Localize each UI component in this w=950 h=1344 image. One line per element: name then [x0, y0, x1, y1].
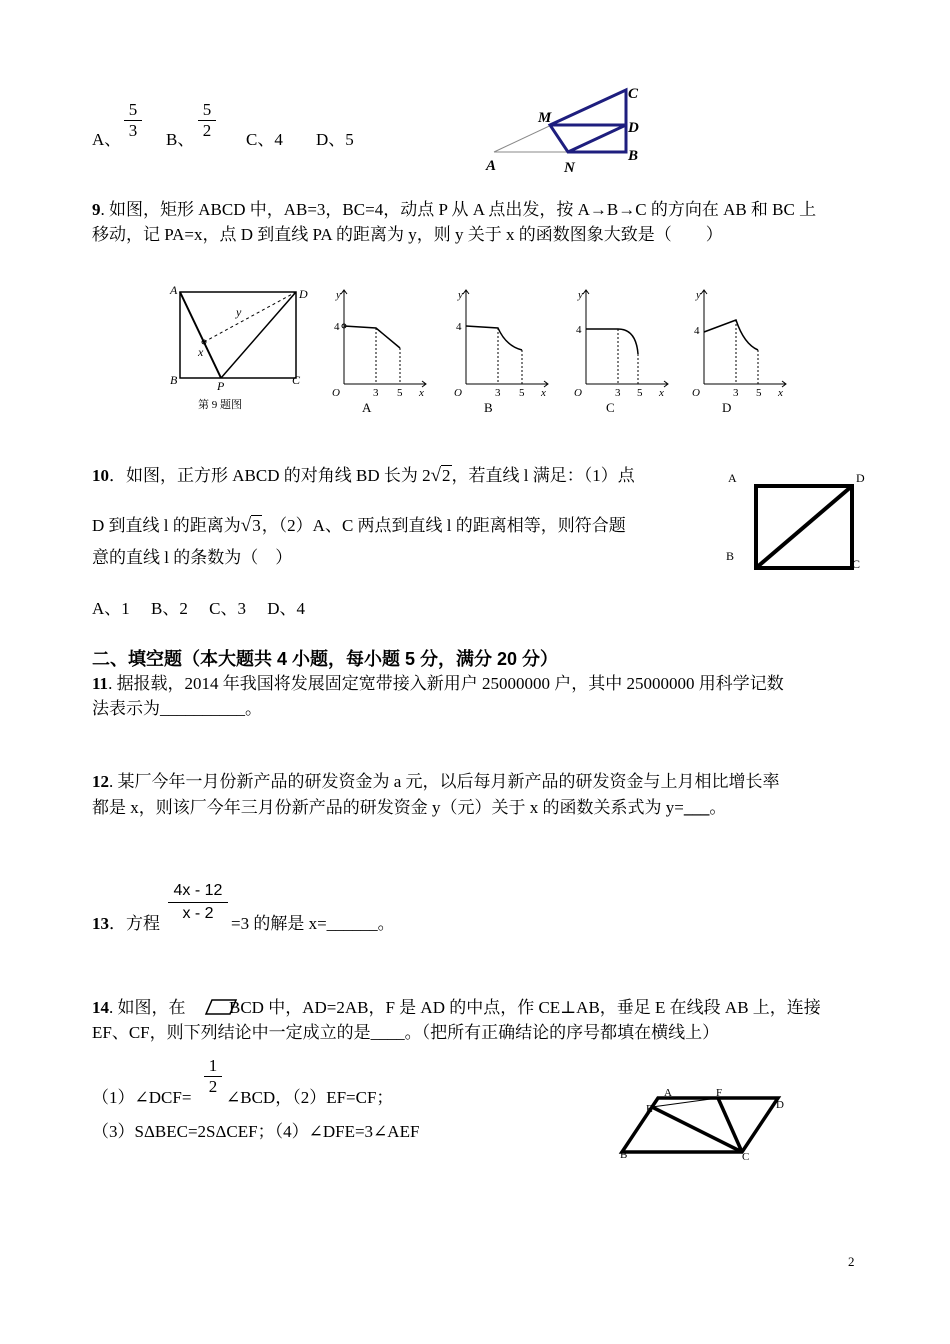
q9-text-1: . 如图，矩形 ABCD 中，AB=3，BC=4，动点 P 从 A 点出发，按 A→B→C 的方向在 AB 和 BC 上: [100, 200, 817, 219]
sqrt-radicand: 3: [252, 516, 261, 535]
q14-number: 14: [92, 998, 109, 1017]
q9-line1: [92, 198, 816, 222]
label-e: E: [646, 1103, 653, 1115]
axis-y-label: y: [696, 289, 701, 301]
tick-5: 5: [756, 387, 762, 399]
fraction-numerator: 5: [128, 100, 138, 119]
q11-text-1: . 据报载，2014 年我国将发展固定宽带接入新用户 25000000 户，其中 25000000 用科学记数: [108, 674, 784, 693]
label-b: B: [620, 1149, 628, 1161]
label-y: y: [236, 305, 242, 319]
q10-number: 10: [92, 466, 109, 485]
label-p: P: [217, 379, 225, 393]
graph-label: D: [722, 400, 732, 414]
tick-3: 3: [495, 387, 501, 399]
label-c: C: [852, 557, 861, 571]
q9-rectangle-figure: [166, 280, 316, 415]
figure-caption: 第 9 题图: [198, 399, 242, 411]
q12-answer-blank: ___: [683, 798, 710, 817]
q12-text-1: . 某厂今年一月份新产品的研发资金为 a 元，以后每月新产品的研发资金与上月相比增长率: [109, 772, 780, 791]
q10-text-1b: ，若直线 l 满足：（1）点: [451, 466, 635, 485]
label-c: C: [628, 86, 639, 102]
q11-line1: [92, 672, 784, 696]
q10-square-figure: [720, 462, 880, 582]
q14-conclusion-2: （3）SΔBEC=2SΔCEF；（4）∠DFE=3∠AEF: [92, 1122, 420, 1141]
q10-text-2b: ，（2）A、C 两点到直线 l 的距离相等，则符合题: [261, 516, 626, 535]
q10-line2: [92, 514, 626, 538]
q11-line2: 法表示为__________。: [92, 699, 262, 718]
fraction-denominator: 3: [124, 120, 142, 141]
q9-graph-d: [684, 284, 794, 414]
label-n: N: [564, 160, 575, 176]
q14-conclusion-1a: （1）∠DCF=: [92, 1088, 192, 1107]
axis-y-label: y: [458, 289, 463, 301]
q14-text-1a: . 如图，在: [109, 998, 186, 1017]
q14-line1-b: BCD 中，AD=2AB，F 是 AD 的中点，作 CE⊥AB，垂足 E 在线段 AB 上，连接: [229, 998, 821, 1017]
sqrt-sign: √: [430, 465, 442, 486]
label-x: x: [198, 345, 204, 359]
tick-4: 4: [694, 325, 700, 337]
fraction-denominator: 2: [198, 120, 216, 141]
q11-number: 11: [92, 674, 109, 693]
label-a: A: [728, 471, 737, 485]
q8-option-c: C、4: [246, 130, 283, 149]
page-number: 2: [848, 1254, 855, 1269]
q13-fraction: [168, 880, 228, 925]
q13-text-a: ．方程: [109, 914, 160, 933]
origin-label: O: [454, 387, 462, 399]
q12-line1: [92, 770, 780, 794]
curve: [704, 320, 758, 350]
curve: [344, 326, 400, 348]
segment-pd: [221, 292, 296, 378]
q13-number: 13: [92, 914, 109, 933]
label-c: C: [292, 373, 301, 387]
tick-4: 4: [576, 324, 582, 336]
fraction-denominator: 2: [204, 1076, 222, 1097]
q12-text-2b: 。: [709, 798, 727, 817]
curve: [466, 326, 522, 350]
q14-line1-a: [92, 996, 186, 1020]
label-b: B: [170, 373, 178, 387]
axis-x-label: x: [419, 387, 424, 399]
q10-text-2a: D 到直线 l 的距离为: [92, 516, 241, 535]
q8-option-b-label: B、: [166, 130, 195, 149]
axis-x-label: x: [778, 387, 783, 399]
tick-3: 3: [733, 387, 739, 399]
section-2-title: 二、填空题（本大题共 4 小题，每小题 5 分，满分 20 分）: [92, 649, 559, 669]
tick-5: 5: [397, 387, 403, 399]
q9-graph-c: [566, 284, 676, 414]
q8-option-a-label: A、: [92, 130, 122, 149]
q9-line2: 移动，记 PA=x，点 D 到直线 PA 的距离为 y，则 y 关于 x 的函数图象大致是（ ）: [92, 225, 723, 244]
sqrt-sign: √: [240, 515, 252, 536]
tick-3: 3: [615, 387, 621, 399]
q10-options: A、1 B、2 C、3 D、4: [92, 599, 305, 618]
q14-line2: EF、CF，则下列结论中一定成立的是____。（把所有正确结论的序号都填在横线上）: [92, 1023, 720, 1042]
graph-label: B: [484, 400, 493, 414]
origin-label: O: [692, 387, 700, 399]
fraction-numerator: 1: [208, 1056, 218, 1075]
tick-4: 4: [456, 321, 462, 333]
q12-number: 12: [92, 772, 109, 791]
q14-fraction-half: [204, 1056, 222, 1097]
label-b: B: [628, 148, 639, 164]
label-d: D: [776, 1099, 784, 1111]
axis-x-label: x: [659, 387, 664, 399]
label-d: D: [628, 120, 639, 136]
q9-graph-b: [446, 284, 556, 414]
tick-5: 5: [519, 387, 525, 399]
q14-parallelogram-figure: [612, 1082, 802, 1168]
sqrt-radicand: 2: [442, 466, 451, 485]
segment-fc: [718, 1098, 742, 1152]
q12-line2: [92, 796, 726, 820]
q9-number: 9: [92, 200, 101, 219]
label-a: A: [486, 158, 497, 174]
tick-4: 4: [334, 321, 340, 333]
label-m: M: [538, 110, 552, 126]
label-f: F: [716, 1087, 723, 1099]
axis-y-label: y: [336, 289, 341, 301]
diagonal-bd: [756, 486, 852, 568]
segment-distance-y: [204, 292, 296, 342]
q13-line: [92, 912, 160, 936]
segment-ec: [652, 1107, 742, 1152]
label-b: B: [726, 549, 735, 563]
q8-triangle-figure: [480, 80, 650, 180]
q10-line1: [92, 464, 635, 488]
label-a: A: [664, 1087, 672, 1099]
label-d: D: [856, 471, 865, 485]
q12-text-2a: 都是 x，则该厂今年三月份新产品的研发资金 y（元）关于 x 的函数关系式为 y=: [92, 798, 684, 817]
tick-3: 3: [373, 387, 379, 399]
graph-label: C: [606, 400, 615, 414]
q8-option-d: D、5: [316, 130, 354, 149]
origin-label: O: [574, 387, 582, 399]
q10-text-1a: ．如图，正方形 ABCD 的对角线 BD 长为 2: [109, 466, 431, 485]
axis-x-label: x: [541, 387, 546, 399]
curve: [586, 329, 638, 354]
tick-5: 5: [637, 387, 643, 399]
segment-ap: [180, 292, 221, 378]
q9-graph-a: [324, 284, 434, 414]
origin-label: O: [332, 387, 340, 399]
fraction-numerator: 5: [202, 100, 212, 119]
label-a: A: [170, 283, 178, 297]
fraction-denominator: x - 2: [168, 902, 228, 925]
label-d: D: [299, 287, 308, 301]
q10-line3: 意的直线 l 的条数为（ ）: [92, 548, 293, 567]
q13-text-b: =3 的解是 x=______。: [231, 914, 395, 933]
q8-option-a-fraction: [124, 100, 142, 141]
fraction-numerator: 4x - 12: [173, 882, 223, 899]
line-nd: [568, 125, 626, 152]
graph-label: A: [362, 400, 372, 414]
q8-option-b-fraction: [198, 100, 216, 141]
label-c: C: [742, 1151, 750, 1163]
axis-y-label: y: [578, 289, 583, 301]
q14-conclusion-1b: ∠BCD，（2）EF=CF；: [226, 1088, 394, 1107]
